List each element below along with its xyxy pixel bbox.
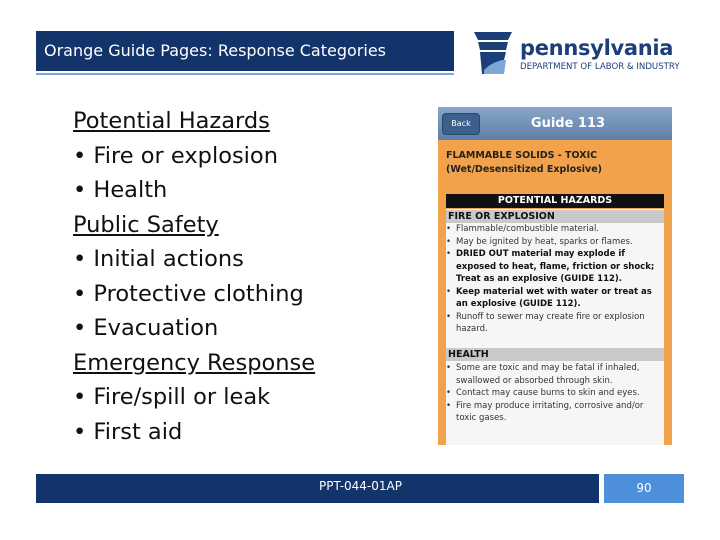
bullet-icon: • [446, 286, 452, 297]
guide-bullet-item [446, 286, 664, 311]
category-bullet: • Initial actions [73, 246, 244, 272]
fire-explosion-list [446, 223, 664, 336]
category-bullet: • Protective clothing [73, 280, 304, 307]
footer-code: PPT-044-01AP [319, 479, 402, 493]
bullet-bold-text: Keep material wet with water or treat as an explosive (GUIDE 112). [456, 286, 652, 309]
fire-explosion-heading: FIRE OR EXPLOSION [446, 210, 664, 223]
guide-page-screenshot [438, 107, 672, 445]
bullet-text: Contact may cause burns to skin and eyes. [456, 388, 640, 398]
bullet-icon: • [446, 311, 452, 322]
bullet-icon: • [446, 363, 452, 373]
bullet-icon: • [446, 224, 452, 234]
guide-bullet-item [446, 362, 664, 387]
back-button[interactable]: Back [442, 113, 480, 135]
category-bullet: • First aid [73, 418, 183, 445]
title-underline-rule [36, 73, 454, 75]
health-list [446, 362, 664, 425]
guide-bullet-item [446, 387, 664, 400]
guide-bullet-item [446, 248, 664, 286]
guide-title: Guide 113 [530, 116, 606, 131]
category-bullet: • Fire or explosion [73, 142, 278, 169]
bullet-text: Runoff to sewer may create fire or explosion hazard. [456, 311, 645, 334]
footer-bar [36, 474, 599, 503]
bullet-icon: • [446, 400, 452, 411]
category-bullet: • Evacuation [73, 315, 219, 341]
health-heading: HEALTH [446, 348, 664, 361]
bullet-icon: • [446, 249, 452, 259]
pennsylvania-logo [470, 30, 700, 80]
guide-bullet-item [446, 311, 664, 336]
guide-bullet-item [446, 236, 664, 249]
category-bullet: • Health [73, 177, 168, 203]
guide-bullet-item [446, 223, 664, 236]
page-number: 90 [636, 481, 652, 495]
potential-hazards-bar: POTENTIAL HAZARDS [446, 194, 664, 208]
material-name: FLAMMABLE SOLIDS - TOXIC (Wet/Desensitized Explosive) [446, 150, 603, 175]
category-bullet: • Fire/spill or leak [73, 384, 271, 410]
guide-bullet-item [446, 400, 664, 425]
logo-wordmark: pennsylvania [520, 36, 674, 60]
bullet-icon: • [446, 236, 452, 247]
slide-title: Orange Guide Pages: Response Categories [44, 41, 386, 60]
slide-title-bar [36, 31, 454, 71]
logo-department: DEPARTMENT OF LABOR & INDUSTRY [520, 62, 680, 72]
page-number-box [604, 474, 684, 503]
guide-header-bar [438, 107, 672, 140]
category-heading: Potential Hazards [73, 108, 270, 134]
category-heading: Emergency Response [73, 349, 316, 376]
bullet-icon: • [446, 388, 452, 398]
keystone-icon [470, 30, 516, 78]
category-heading: Public Safety [73, 211, 219, 238]
bullet-text: Flammable/combustible material. [456, 224, 600, 234]
bullet-text: May be ignited by heat, sparks or flames. [456, 236, 633, 247]
bullet-bold-text: DRIED OUT material may explode if exposed to heat, flame, friction or shock; Treat as an explosive (GUIDE 112). [456, 249, 655, 284]
bullet-text: Fire may produce irritating, corrosive and/or toxic gases. [456, 400, 644, 423]
bullet-text: Some are toxic and may be fatal if inhaled, swallowed or absorbed through skin. [456, 363, 640, 386]
response-categories-list [73, 104, 413, 449]
